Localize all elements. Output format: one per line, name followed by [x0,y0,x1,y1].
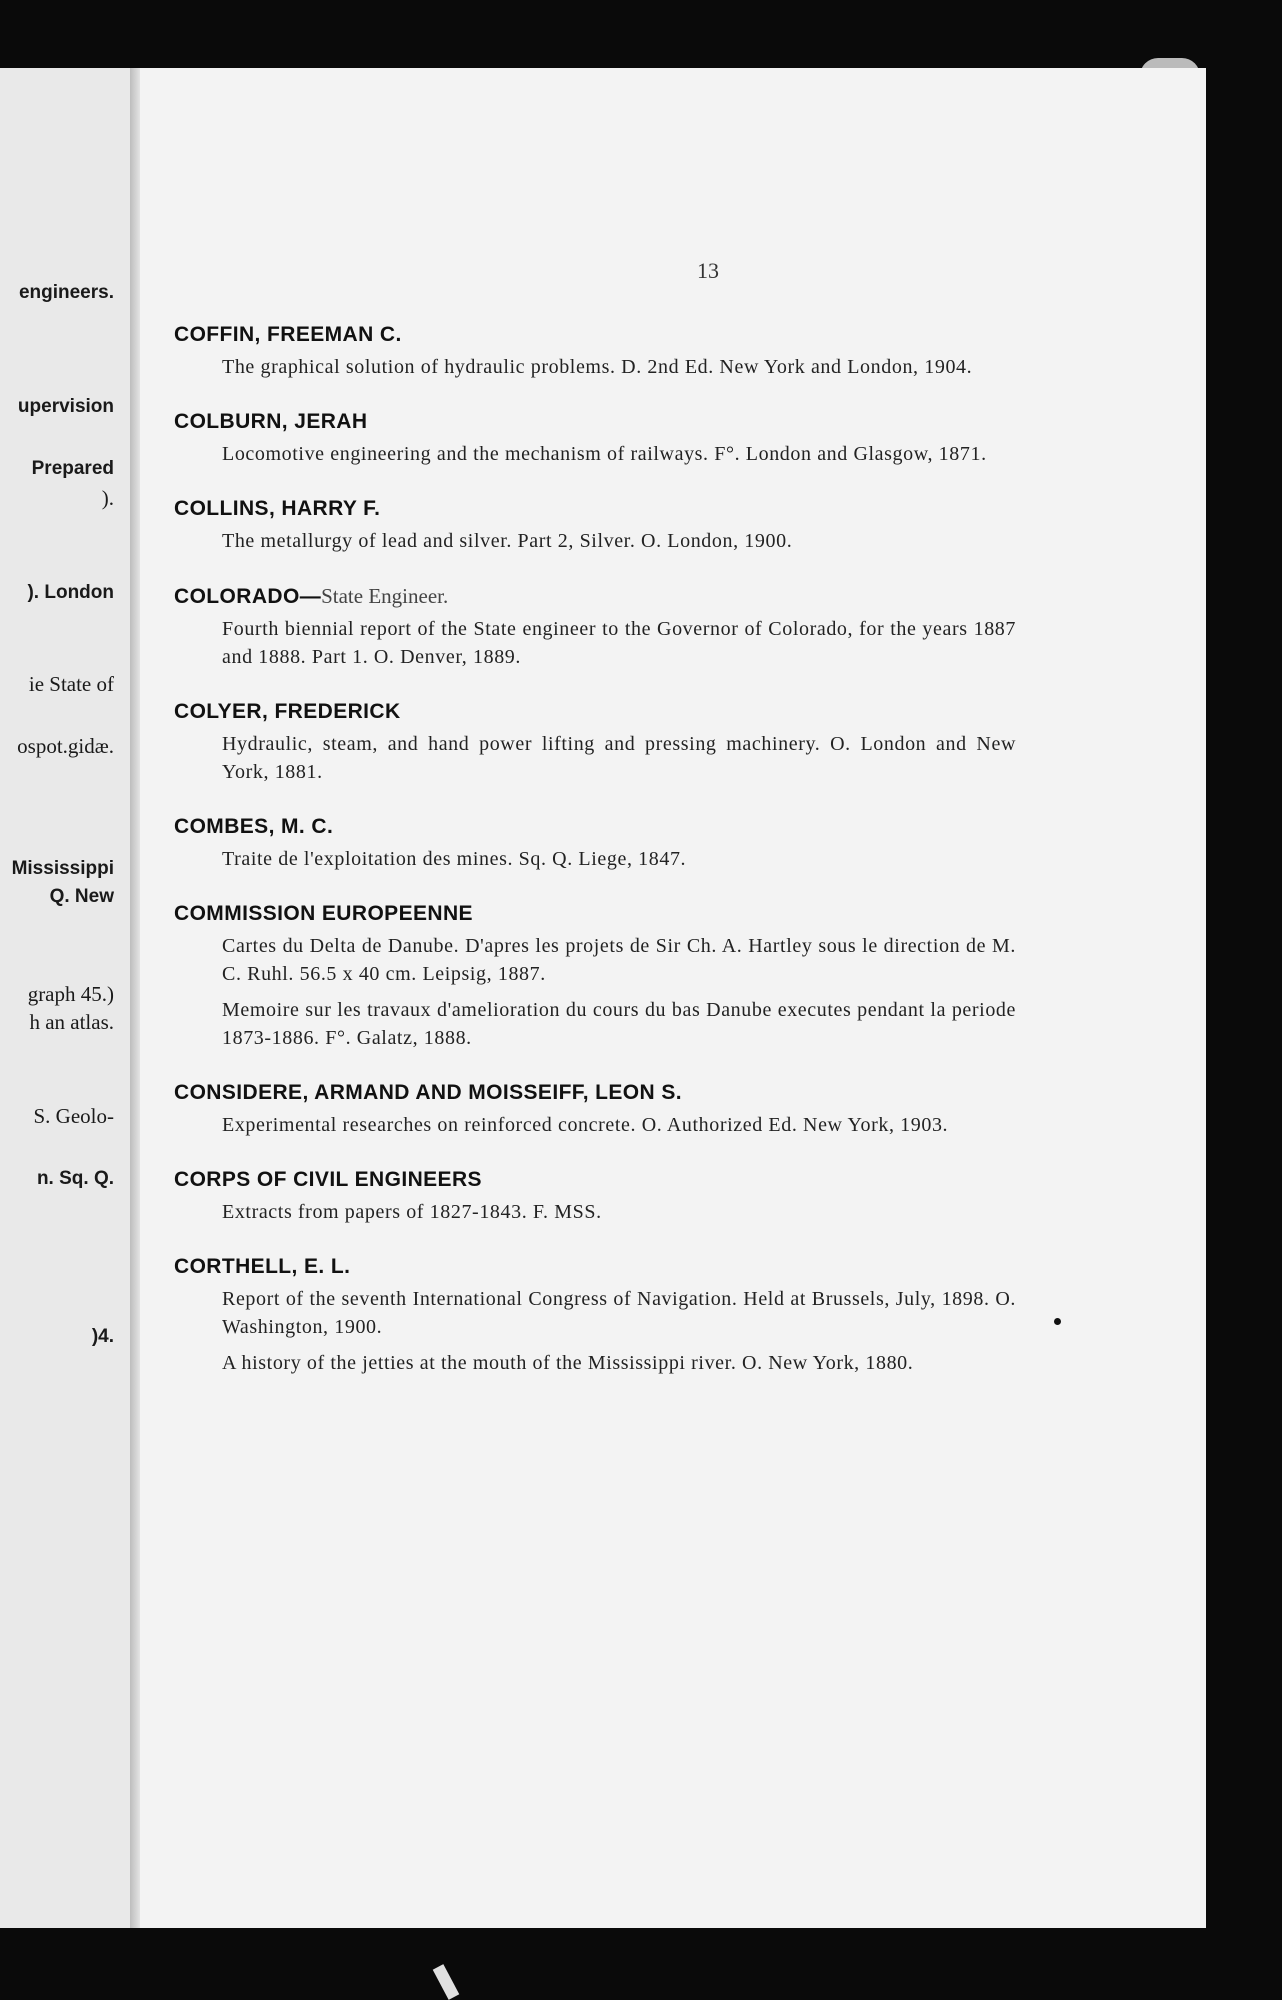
bibliography-entry [174,1253,1016,1377]
left-page-fragment [0,68,138,1928]
work-citation: Extracts from papers of 1827-1843. F. MSS. [222,1201,602,1223]
work-citation: Fourth biennial report of the State engineer to the Governor of Colorado, for the years 1887 and 1888. Part 1. O. Denver, 1889. [222,618,1016,668]
bibliography-entry [174,495,1016,555]
work-citation: Memoire sur les travaux d'amelioration du cours du bas Danube executes pendant la periode 1873-1886. F°. Galatz, 1888. [222,999,1016,1049]
bibliography-entry [174,408,1016,468]
author-name: COMBES, M. C. [174,815,334,838]
left-page-text: S. Geolo- [33,1104,114,1128]
bibliography-entry [174,321,1016,381]
author-name: CORPS OF CIVIL ENGINEERS [174,1168,482,1191]
author-subheading: State Engineer. [321,584,449,608]
left-page-text: h an atlas. [29,1010,114,1034]
bibliography-entry [174,900,1016,1052]
left-page-text: n. Sq. Q. [36,1168,114,1189]
left-page-text: Mississippi [11,858,114,879]
work-citation: Traite de l'exploitation des mines. Sq. Q. Liege, 1847. [222,848,687,870]
work-citation: A history of the jetties at the mouth of the Mississippi river. O. New York, 1880. [222,1352,914,1374]
left-page-text: ospot.gidæ. [17,734,114,758]
author-name: COLYER, FREDERICK [174,700,401,723]
author-name: CONSIDERE, ARMAND AND MOISSEIFF, LEON S. [174,1081,682,1104]
author-heading [174,582,1016,611]
author-heading [174,408,1016,436]
work-citation: The metallurgy of lead and silver. Part 2, Silver. O. London, 1900. [222,530,793,552]
author-heading [174,900,1016,928]
left-page-text: ). [101,486,114,510]
author-heading [174,1253,1016,1281]
author-name: CORTHELL, E. L. [174,1255,351,1278]
author-heading [174,1079,1016,1107]
author-heading [174,1166,1016,1194]
author-name: COLORADO— [174,585,322,608]
left-page-text: ). London [27,582,114,603]
work-citation: Locomotive engineering and the mechanism of railways. F°. London and Glasgow, 1871. [222,443,987,465]
left-page-text: )4. [91,1326,114,1347]
author-name: COLBURN, JERAH [174,410,368,433]
bibliography-entry [174,1079,1016,1139]
page-number: 13 [697,258,719,283]
left-page-text: Q. New [49,886,114,907]
work-citation: Report of the seventh International Congress of Navigation. Held at Brussels, July, 1898. O. Washington, 1900. [222,1288,1016,1338]
bibliography-entry [174,698,1016,786]
right-page [140,68,1206,1928]
bibliography-entry [174,582,1016,671]
author-heading [174,495,1016,523]
left-page-text: upervision [17,396,114,417]
bibliography-entries [174,321,1016,1404]
left-page-text: engineers. [18,282,114,303]
author-heading [174,321,1016,349]
author-heading [174,698,1016,726]
left-page-text: ie State of [28,672,114,696]
author-name: COFFIN, FREEMAN C. [174,323,402,346]
work-citation: Hydraulic, steam, and hand power lifting and pressing machinery. O. London and New York, 1881. [222,733,1016,783]
bibliography-entry [174,813,1016,873]
work-citation: Cartes du Delta de Danube. D'apres les projets de Sir Ch. A. Hartley sous le direction de M. C. Ruhl. 56.5 x 40 cm. Leipsig, 1887. [222,935,1016,985]
work-citation: The graphical solution of hydraulic problems. D. 2nd Ed. New York and London, 1904. [222,356,973,378]
bibliography-entry [174,1166,1016,1226]
ink-dot [1054,1318,1061,1325]
left-page-text: Prepared [31,458,114,479]
left-page-text: graph 45.) [27,982,114,1006]
author-name: COLLINS, HARRY F. [174,497,381,520]
work-citation: Experimental researches on reinforced concrete. O. Authorized Ed. New York, 1903. [222,1114,949,1136]
scan-artifact [433,1964,460,2000]
author-heading [174,813,1016,841]
author-name: COMMISSION EUROPEENNE [174,902,473,925]
